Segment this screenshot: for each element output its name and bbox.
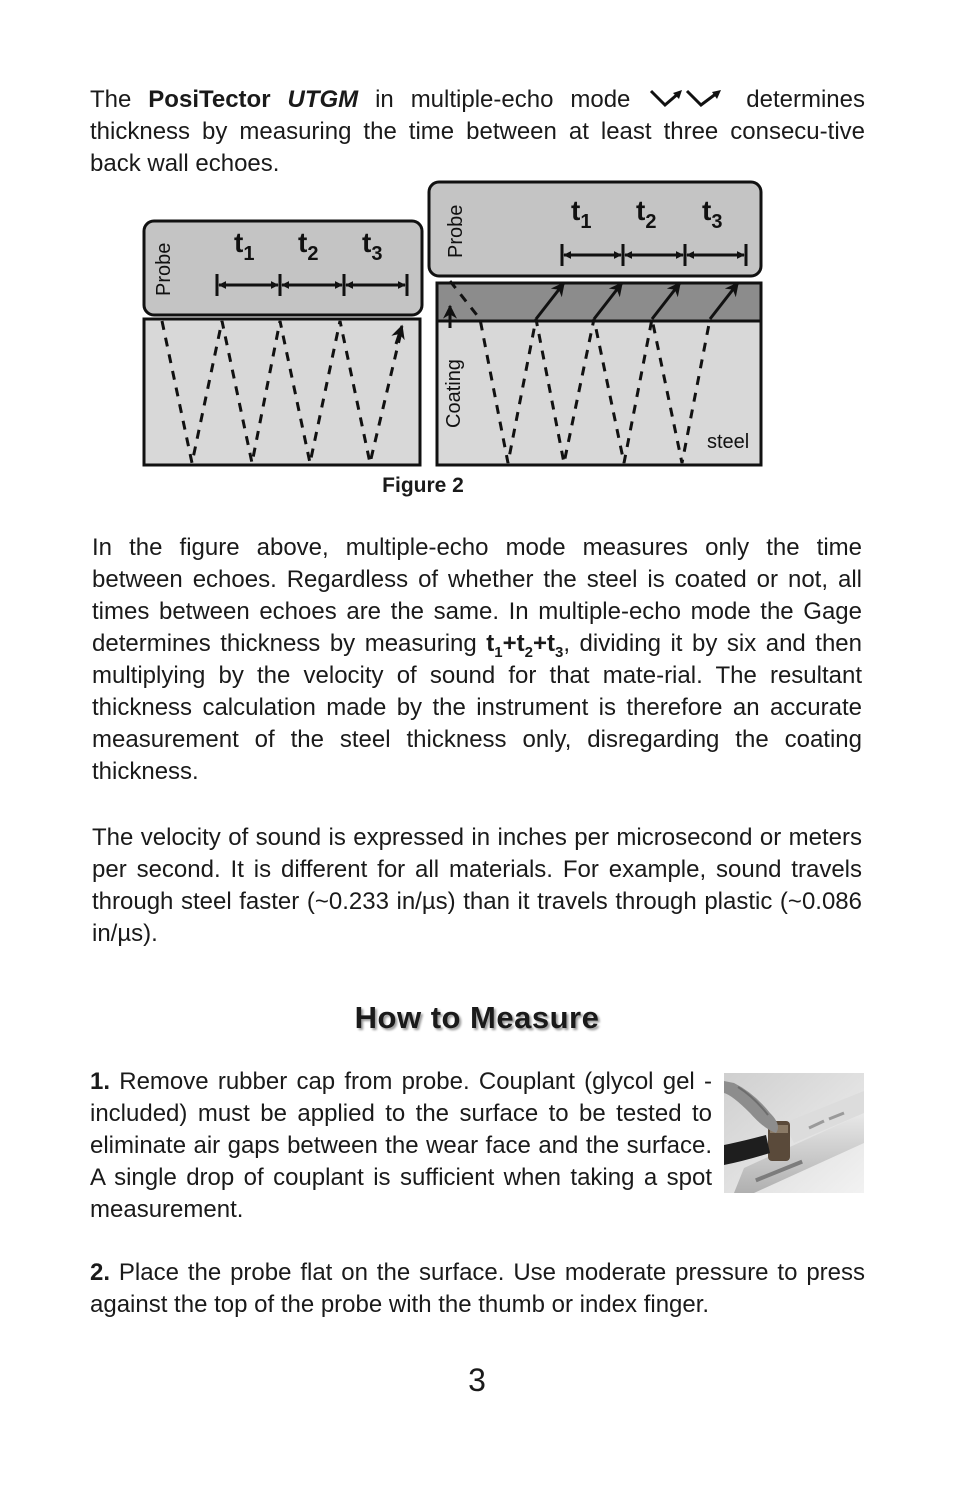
step-1-number: 1.	[90, 1068, 111, 1095]
left-probe-block	[144, 221, 422, 315]
paragraph-echo-explanation: In the figure above, multiple-echo mode measures only the time between echoes. Regardless of whether the steel is coated or not, all times between echoes are the same. In multiple-echo mode the Gage determines thickness by measuring $t_1+t_2+t_3$, dividing it by six and then multiplying by the velocity of sound for that mate-rial. The resultant thickness calculation made by the instrument is therefore an accurate measurement of the steel thickness only, disregarding the coating thickness.	[92, 534, 862, 785]
intro-text-mid: in multiple-echo mode	[358, 86, 648, 113]
step-2-number: 2.	[90, 1259, 111, 1286]
left-t2-label: $t_2$	[298, 227, 319, 265]
step-1	[90, 1066, 712, 1226]
section-heading: How to Measure	[354, 1000, 600, 1035]
left-probe-label: Probe	[153, 242, 175, 296]
right-panel	[429, 182, 761, 465]
figure-2-diagram	[140, 178, 770, 474]
intro-text-start: The	[90, 86, 149, 113]
right-probe-label: Probe	[445, 204, 467, 258]
step-2	[90, 1257, 865, 1321]
right-t3-label: $t_3$	[702, 195, 723, 233]
brand-name: PosiTector	[148, 86, 271, 113]
steel-label: steel	[707, 431, 750, 453]
model-name: UTGM	[287, 86, 359, 113]
intro-text-end: determines thickness by measuring the time between at least three consecu-tive back wall echoes.	[90, 86, 866, 177]
formula-t1-t2-t3: $t_1+t_2+t_3$	[486, 630, 564, 661]
left-steel-block	[144, 319, 420, 465]
multiple-echo-icon	[649, 87, 727, 109]
step-2-text: Place the probe flat on the surface. Use moderate pressure to press against the top of the probe with the thumb or index finger.	[90, 1259, 865, 1318]
step-1-text: Remove rubber cap from probe. Couplant (glycol gel - included) must be applied to the surface to be tested to eliminate air gaps between the wear face and the surface. A single drop of couplant is sufficient when taking a spot measurement.	[90, 1068, 712, 1223]
paragraph-velocity: The velocity of sound is expressed in inches per microsecond or meters per second. It is different for all materials. For example, sound travels through steel faster (~0.233 in/µs) than it travels through plastic (~0.086 in/µs).	[92, 824, 862, 947]
left-t1-label: $t_1$	[234, 227, 255, 265]
probe-photo	[724, 1073, 864, 1193]
right-t2-label: $t_2$	[636, 195, 657, 233]
page-number: 3	[468, 1362, 486, 1398]
left-panel	[144, 221, 422, 465]
left-t3-label: $t_3$	[362, 227, 383, 265]
right-t1-label: $t_1$	[571, 195, 592, 233]
intro-paragraph	[90, 84, 865, 180]
figure-caption: Figure 2	[382, 474, 464, 497]
coating-label: Coating	[443, 359, 465, 428]
